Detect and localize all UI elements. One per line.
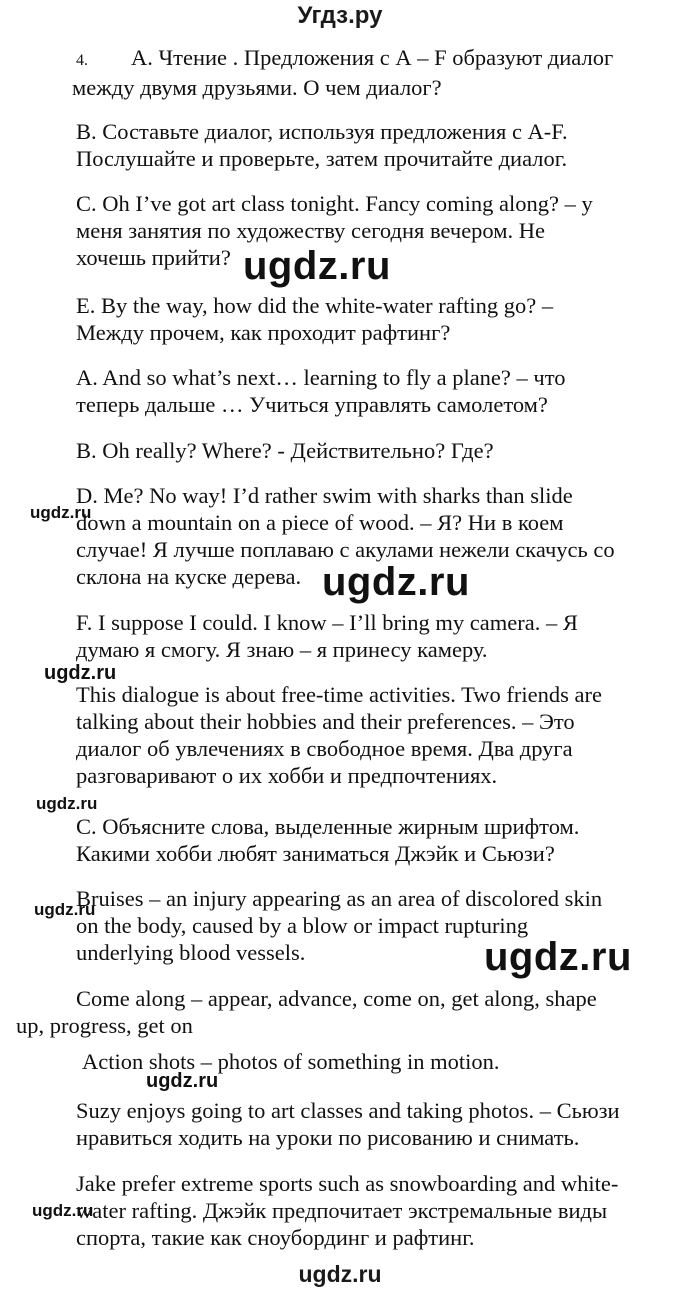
dialogue-e-paragraph [76,292,666,346]
watermark-logo: ugdz.ru [243,244,391,288]
dialogue-b-paragraph [76,437,666,464]
task-intro-line-1: 4. А. Чтение . Предложения с А – F образуют диалог [76,44,666,74]
text-line: Come along – appear, advance, come on, get along, shape [76,986,597,1011]
text-line: A. And so what’s next… learning to fly a plane? – что [76,365,566,390]
text-line: down a mountain on a piece of wood. – Я? Ни в коем [76,510,564,535]
task-intro-paragraph [72,44,666,101]
text-line: думаю я смогу. Я знаю – я принесу камеру. [76,637,488,662]
come-along-definition-paragraph [16,985,676,1039]
text-line: диалог об увлечениях в свободное время. Два друга [76,736,573,761]
answer-dialogue-topic-paragraph [76,681,666,789]
watermark-small: ugdz.ru [146,1070,219,1092]
text-line: меня занятия по художеству сегодня вечером. Не [76,218,545,243]
text-line: Bruises – an injury appearing as an area of discolored skin [76,886,603,911]
text-line: E. By the way, how did the white-water rafting go? – [76,293,554,318]
watermark-small: ugdz.ru [44,662,117,684]
text-line: хочешь прийти? [76,245,231,270]
text-line: underlying blood vessels. [76,940,306,965]
site-header: Угдз.ру [297,2,383,29]
watermark-small: ugdz.ru [32,1201,94,1220]
exercise-number: 4. [76,52,88,69]
text-line: склона на куске дерева. [76,564,302,589]
text-line: случае! Я лучше поплаваю с акулами нежели скачусь со [76,537,615,562]
watermark-small: ugdz.ru [36,794,98,813]
text-line: нравиться ходить на уроки по рисованию и снимать. [76,1125,580,1150]
watermark-small: ugdz.ru [34,900,96,919]
text-line: This dialogue is about free-time activities. Two friends are [76,682,602,707]
text-line: Какими хобби любят заниматься Джэйк и Сьюзи? [76,841,555,866]
text-line: С. Объясните слова, выделенные жирным шрифтом. [76,814,580,839]
watermark-logo: ugdz.ru [484,935,632,979]
text-line: разговаривают о их хобби и предпочтениях. [76,763,498,788]
dialogue-f-paragraph [76,609,666,663]
dialogue-a-paragraph [76,364,666,418]
text-line: C. Oh I’ve got art class tonight. Fancy coming along? – у [76,191,593,216]
jake-hobbies-paragraph [76,1170,666,1251]
task-intro-line-2: между двумя друзьями. О чем диалог? [72,75,442,100]
text-line: water rafting. Джэйк предпочитает экстремальные виды [76,1198,608,1223]
text-line: on the body, caused by a blow or impact rupturing [76,913,529,938]
text-line: B. Составьте диалог, используя предложения с A-F. [76,119,568,144]
text-line: Между прочем, как проходит рафтинг? [76,320,451,345]
text-line: теперь дальше … Учиться управлять самолетом? [76,392,548,417]
text-line: Suzy enjoys going to art classes and taking photos. – Сьюзи [76,1098,620,1123]
text-line: talking about their hobbies and their preferences. – Это [76,709,575,734]
site-footer: ugdz.ru [298,1261,382,1287]
text-line: D. Me? No way! I’d rather swim with sharks than slide [76,483,573,508]
watermark-logo: ugdz.ru [322,560,470,604]
text-line: Action shots – photos of something in motion. [82,1049,500,1074]
text-line: F. I suppose I could. I know – I’ll bring my camera. – Я [76,610,578,635]
task-c-paragraph [76,813,666,867]
text-line: up, progress, get on [16,1013,193,1038]
task-b-paragraph [76,118,666,172]
text-line: B. Oh really? Where? - Действительно? Где? [76,438,494,463]
suzy-hobbies-paragraph [76,1097,666,1151]
text-line: Послушайте и проверьте, затем прочитайте диалог. [76,146,568,171]
watermark-small: ugdz.ru [30,503,92,522]
text-line: спорта, такие как сноубординг и рафтинг. [76,1225,475,1250]
text-line: Jake prefer extreme sports such as snowboarding and white- [76,1171,619,1196]
